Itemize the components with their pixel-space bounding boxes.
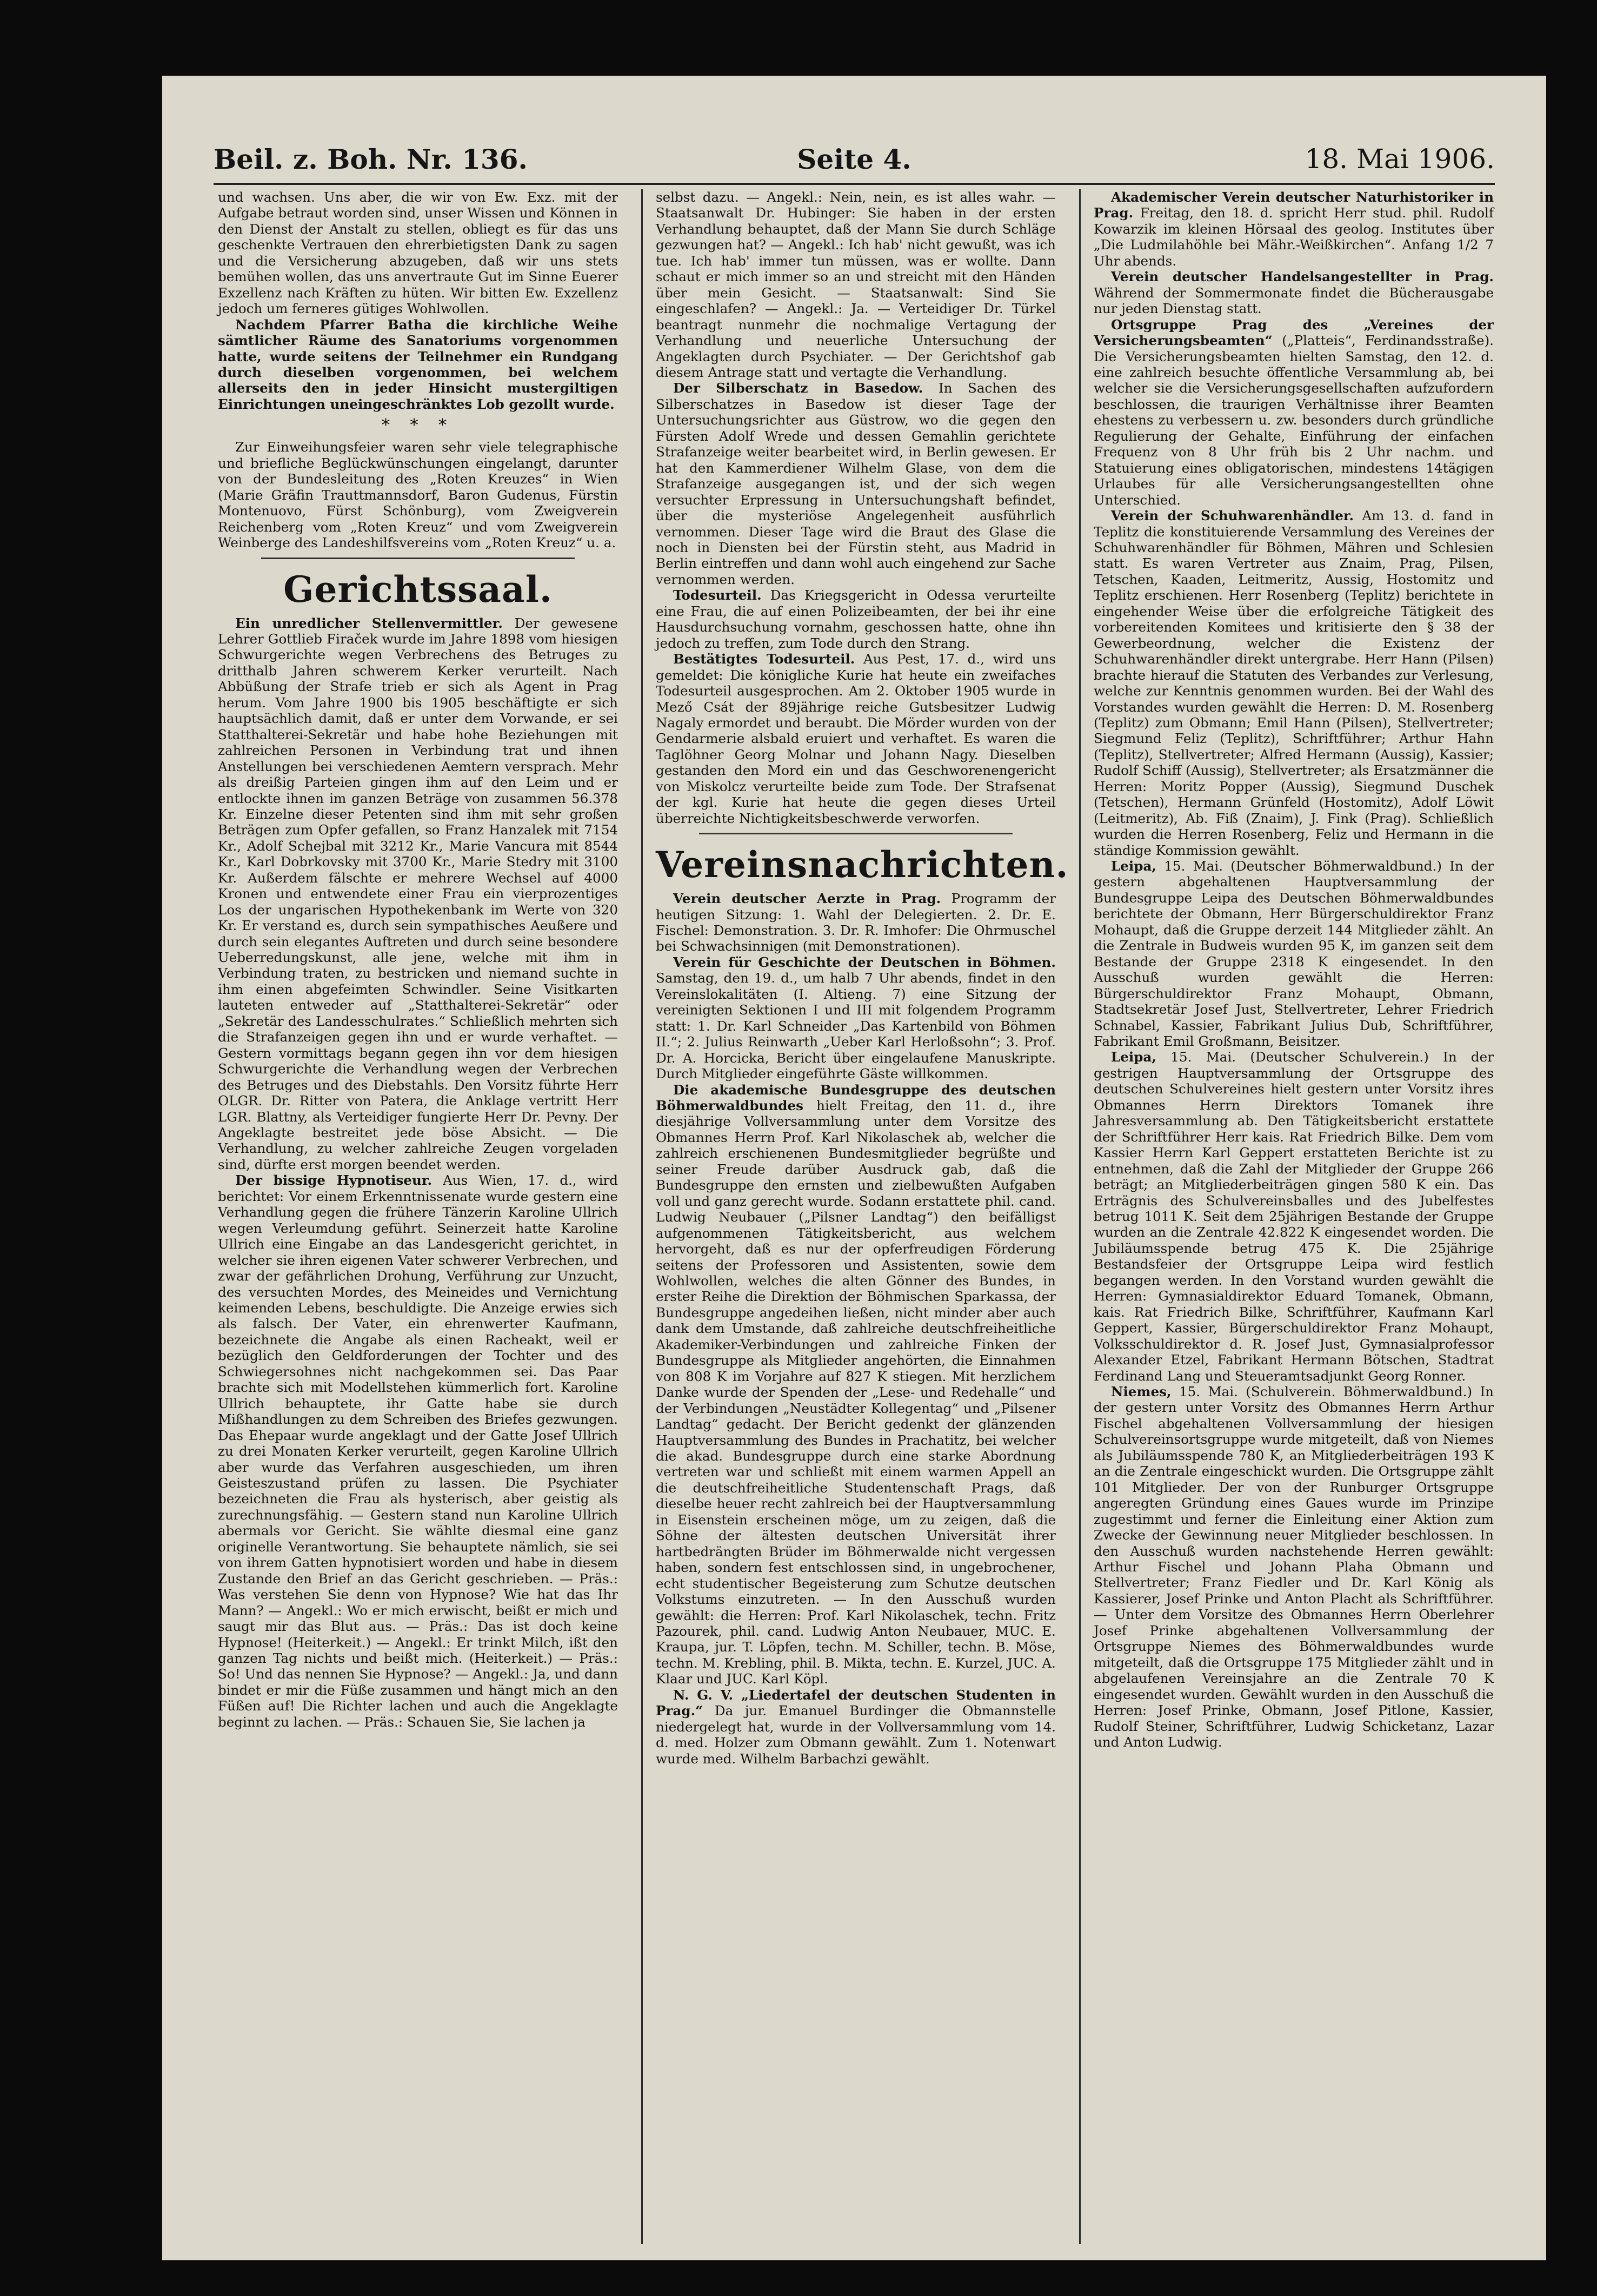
article-heading: Der Silberschatz in Basedow. bbox=[673, 380, 923, 396]
article-body: Aus Wien, 17. d., wird berichtet: Vor einem Erkenntnissenate wurde gestern eine Verhandlung gegen die frühere Tänzerin Karoline Ullrich wegen Verleumdung geführt. Seinerzeit hatte Karoline Ullrich eine Eingabe an das Landesgericht gerichtet, in welcher sie ihren eigenen Vater schwerer Verbrechen, und zwar der gefährlichen Drohung, Verführung zur Unzucht, des versuchten Mordes, des Meineides und Vernichtung keimenden Lebens, beschuldigte. Die Anzeige erwies sich als falsch. Der Vater, ein ehrenwerter Kaufmann, bezeichnete die Angabe als einen Racheakt, weil er bezüglich den Geldforderungen der Tochter und des Schwiegersohnes nicht nachgekommen sei. Das Paar brachte sich mit Modellstehen kümmerlich fort. Karoline Ullrich behauptete, ihr Gatte habe sie durch Mißhandlungen zu dem Schreiben des Briefes gezwungen. Das Ehepaar wurde angeklagt und der Gatte Josef Ullrich zu drei Monaten Kerker verurteilt, gegen Karoline Ullrich aber wurde das Verfahren ausgeschieden, um ihren Geisteszustand prüfen zu lassen. Die Psychiater bezeichneten die Frau als hysterisch, aber geistig als zurechnungsfähig. — Gestern stand nun Karoline Ullrich abermals vor Gericht. Sie wählte diesmal eine ganz originelle Verantwortung. Sie behauptete nämlich, sie sei von ihrem Gatten hypnotisiert worden und habe in diesem Zustande den Brief an das Gericht geschrieben. — Präs.: Was verstehen Sie denn von Hypnose? Wie hat das Ihr Mann? — Angekl.: Wo er mich erwischt, beißt er mich und saugt mir das Blut aus. — Präs.: Das ist doch keine Hypnose! (Heiterkeit.) — Angekl.: Er trinkt Milch, ißt den ganzen Tag nichts und beißt mich. (Heiterkeit.) — Präs.: So! Und das nennen Sie Hypnose? — Angekl.: Ja, und dann bindet er mir die Füße zusammen und hängt mich an den Füßen auf! Die Richter lachen und auch die Angeklagte beginnt zu lachen. — Präs.: Schauen Sie, Sie lachen ja bbox=[218, 1172, 618, 1730]
article-paragraph: selbst dazu. — Angekl.: Nein, nein, es ist alles wahr. — Staatsanwalt Dr. Hubinger: Sie haben in der ersten Verhandlung behauptet, daß der Mann Sie durch Schläge gezwungen hat? — Angekl.: Ich hab' nicht gewußt, was ich tue. Ich hab' immer tun müssen, was er wollte. Dann schaut er mich immer so an und streicht mit den Händen über mein Gesicht. — Staatsanwalt: Sind Sie eingeschlafen? — Angekl.: Ja. — Verteidiger Dr. Türkel beantragt nunmehr die nochmalige Vertagung der Verhandlung und neuerliche Untersuchung der Angeklagten durch Psychiater. — Der Gerichtshof gab diesem Antrage statt und vertagte die Verhandlung. bbox=[656, 189, 1056, 380]
article-heading: Ortsgruppe Prag des „Vereines der Versicherungsbeamten“ bbox=[1094, 316, 1494, 349]
article-heading: Akademischer Verein deutscher Naturhistoriker in Prag. bbox=[1094, 189, 1494, 221]
issue-label: Beil. z. Boh. Nr. 136. bbox=[214, 143, 528, 175]
newspaper-page bbox=[162, 76, 1546, 2260]
article-body: Da jur. Emanuel Burdinger die Obmannstelle niedergelegt hat, wurde in der Vollversammlung vom 14. d. med. Holzer zum Obmann gewählt. Zum 1. Notenwart wurde med. Wilhelm Barbachzi gewählt. bbox=[656, 1703, 1056, 1767]
issue-date: 18. Mai 1906. bbox=[1305, 143, 1495, 175]
article-heading: Ein unredlicher Stellenvermittler. bbox=[235, 615, 503, 631]
column-divider-2 bbox=[1079, 189, 1081, 2244]
separator-dots: * * * bbox=[381, 416, 455, 435]
article-heading: Leipa, bbox=[1110, 858, 1156, 874]
section-title-gerichtssaal: Gerichtssaal. bbox=[283, 568, 553, 611]
article-body: In Sachen des Silberschatzes in Basedow ist dieser Tage der Untersuchungsrichter aus Güstrow, wo die gegen den Fürsten Adolf Wrede und dessen Gemahlin gerichtete Strafanzeige weiter bearbeitet wird, in Berlin gewesen. Er hat den Kammerdiener Wilhelm Glase, von dem die Strafanzeige ausgegangen ist, und der sich wegen versuchter Erpressung in Untersuchungshaft befindet, über die mysteriöse Angelegenheit ausführlich vernommen. Dieser Tage wird die Braut des Glase die noch in Diensten bei der Fürstin steht, aus Madrid in Berlin eintreffen und dann wohl auch eingehend zur Sache vernommen werden. bbox=[656, 380, 1056, 587]
column-1 bbox=[218, 189, 618, 1730]
article-heading: Todesurteil. bbox=[673, 587, 762, 603]
article-heading: Die akademische Bundesgruppe des deutschen Böhmerwaldbundes bbox=[656, 1081, 1056, 1114]
article-body: Samstag, den 19. d., um halb 7 Uhr abends, findet in den Vereinslokalitäten (I. Altieng. 7) eine Sitzung der vereinigten Sektionen I und III mit folgendem Programm statt: 1. Dr. Karl Schneider „Das Kartenbild von Böhmen II.“; 2. Julius Reinwarth „Ueber Karl Herloßsohn“; 3. Prof. Dr. A. Horcicka, Bericht über eingelaufene Manuskripte. Durch Mitglieder eingeführte Gäste willkommen. bbox=[656, 970, 1056, 1082]
article-heading: N. G. V. „Liedertafel der deutschen Studenten in Prag.“ bbox=[656, 1687, 1056, 1719]
article-paragraph: Nachdem Pfarrer Batha die kirchliche Weihe sämtlicher Räume des Sanatoriums vorgenommen hatte, wurde seitens der Teilnehmer ein Rundgang durch dieselben vorgenommen, bei welchem allerseits den in jeder Hinsicht mustergiltigen Einrichtungen uneingeschränktes Lob gezollt wurde. bbox=[218, 316, 618, 412]
article-heading: Verein deutscher Handelsangestellter in Prag. bbox=[1110, 269, 1494, 285]
article-heading: Verein der Schuhwarenhändler. bbox=[1110, 508, 1354, 524]
column-3 bbox=[1094, 189, 1494, 1750]
header-rule bbox=[214, 183, 1495, 185]
page-number: Seite 4. bbox=[797, 143, 911, 175]
article-heading: Leipa, bbox=[1110, 1049, 1156, 1065]
article-body: Der gewesene Lehrer Gottlieb Firaček wurde im Jahre 1898 vom hiesigen Schwurgerichte wegen Verbrechens des Betruges zu dritthalb Jahren schwerem Kerker verurteilt. Nach Abbüßung der Strafe trieb er sich als Agent in Prag herum. Vom Jahre 1900 bis 1905 beschäftigte er sich hauptsächlich damit, daß er unter dem Vorwande, er sei Statthalterei-Sekretär und habe hohe Beziehungen mit zahlreichen Personen in Verbindung trat und ihnen Anstellungen bei verschiedenen Aemtern versprach. Mehr als dreißig Parteien gingen ihm auf den Leim und er entlockte ihnen im ganzen Beträge von zusammen 56.378 Kr. Einzelne dieser Petenten sind ihm mit sehr großen Beträgen zum Opfer gefallen, so Franz Hanzalek mit 7154 Kr., Adolf Schejbal mit 3212 Kr., Marie Vancura mit 8544 Kr., Karl Dobrkovsky mit 3700 Kr., Marie Stedry mit 3100 Kr. Außerdem fälschte er mehrere Wechsel auf 4000 Kronen und entwendete einer Frau ein vierprozentiges Los der ungarischen Hypothekenbank im Werte von 320 Kr. Er verstand es, durch sein sympathisches Aeußere und durch sein elegantes Auftreten und durch seine besondere Ueberredungskunst, alle jene, welche mit ihm in Verbindung traten, zu bestricken und niemand suchte in ihm einen abgefeimten Schwindler. Seine Visitkarten lauteten entweder auf „Statthalterei-Sekretär“ oder „Sekretär des Landesschulrates.“ Schließlich mehrten sich die Strafanzeigen gegen ihn und er wurde verhaftet. — Gestern vormittags begann gegen ihn vor dem hiesigen Schwurgerichte die Verhandlung wegen der Verbrechen des Betruges und des Diebstahls. Den Vorsitz führte Herr OLGR. Dr. Ritter von Patera, die Anklage vertritt Herr LGR. Blattny, als Verteidiger fungierte Herr Dr. Pevny. Der Angeklagte bestreitet jede böse Absicht. — Die Verhandlung, zu welcher zahlreiche Zeugen vorgeladen sind, dürfte erst morgen beendet werden. bbox=[218, 615, 618, 1172]
section-rule bbox=[261, 558, 575, 559]
article-body: Am 13. d. fand in Teplitz die konstituierende Versammlung des Vereines der Schuhwarenhändler für Böhmen, Mähren und Schlesien statt. Es waren Vertreter aus Znaim, Prag, Pilsen, Tetschen, Kaaden, Leitmeritz, Aussig, Hostomitz und Teplitz erschienen. Herr Rosenberg (Teplitz) berichtete in eingehender Weise über die erfolgreiche Tätigkeit des vorbereitenden Komitees und kritisierte den § 38 der Gewerbeordnung, welcher die Existenz der Schuhwarenhändler direkt untergrabe. Herr Hann (Pilsen) brachte hierauf die Statuten des Verbandes zur Verlesung, welche zur Kenntnis genommen wurden. Bei der Wahl des Vorstandes wurden gewählt die Herren: D. M. Rosenberg (Teplitz) zum Obmann; Emil Hann (Pilsen), Stellvertreter; Siegmund Feliz (Teplitz), Schriftführer; Arthur Hahn (Teplitz), Stellvertreter; Alfred Hermann (Aussig), Kassier; Rudolf Schiff (Aussig), Stellvertreter; als Ersatzmänner die Herren: Moritz Popper (Aussig), Siegmund Duschek (Tetschen), Hermann Grünfeld (Hostomitz), Adolf Löwit (Leitmeritz), Ab. Fiß (Znaim), J. Fink (Prag). Schließlich wurden die Herren Rosenberg, Feliz und Hermann in die ständige Kommission gewählt. bbox=[1094, 508, 1494, 858]
article-heading: Niemes, bbox=[1110, 1383, 1172, 1399]
article-body: Freitag, den 18. d. spricht Herr stud. phil. Rudolf Kowarzik im kleinen Hörsaal des geolog. Institutes über „Die Ludmilahöhle bei Mähr.-Weißkirchen“. Anfang 1/2 7 Uhr abends. bbox=[1094, 205, 1494, 269]
article-paragraph: und wachsen. Uns aber, die wir von Ew. Exz. mit der Aufgabe betraut worden sind, unser Wissen und Können in den Dienst der Anstalt zu stellen, obliegt es für das uns geschenkte Vertrauen den ehrerbietigsten Dank zu sagen und die Versicherung abzugeben, daß wir uns stets bemühen wollen, das uns anvertraute Gut im Sinne Euerer Exzellenz nach Kräften zu hüten. Wir bitten Ew. Exzellenz jedoch um ferneres gütiges Wohlwollen. bbox=[218, 189, 618, 317]
article-body: Während der Sommermonate findet die Bücherausgabe nur jeden Dienstag statt. bbox=[1094, 284, 1494, 317]
column-2 bbox=[656, 189, 1069, 1767]
section-title-vereinsnachrichten: Vereinsnachrichten. bbox=[656, 844, 1069, 886]
article-heading: Verein deutscher Aerzte in Prag. bbox=[673, 891, 941, 907]
article-body: Aus Pest, 17. d., wird uns gemeldet: Die königliche Kurie hat heute ein zweifaches Todesurteil ausgesprochen. Am 2. Oktober 1905 wurde in Mező Csát der 89jährige reiche Gutsbesitzer Ludwig Nagaly ermordet und beraubt. Die Mörder wurden von der Gendarmerie alsbald eruiert und verhaftet. Es waren die Taglöhner Georg Molnar und Johann Nagy. Dieselben gestanden den Mord ein und das Geschworenengericht von Miskolcz verurteilte beide zum Tode. Der Strafsenat der kgl. Kurie hat heute die gegen dieses Urteil überreichte Nichtigkeitsbeschwerde verworfen. bbox=[656, 651, 1056, 826]
article-heading: Verein für Geschichte der Deutschen in Böhmen. bbox=[673, 954, 1056, 970]
section-rule bbox=[699, 833, 1013, 834]
article-body: 15. Mai. (Deutscher Schulverein.) In der gestrigen Hauptversammlung der Ortsgruppe des deutschen Schulvereines hielt gestern unter Vorsitz ihres Obmannes Herrn Direktors Tomanek ihre Jahresversammlung ab. Den Tätigkeitsbericht erstattete der Schriftführer Herr kais. Rat Friedrich Bilke. Dem vom Kassier Herrn Karl Geppert erstatteten Berichte ist zu entnehmen, daß die Zahl der Mitglieder der Gruppe 266 beträgt; an Mitgliederbeiträgen gingen 580 K ein. Das Erträgnis des Schulvereinsballes und des Jubelfestes betrug 1011 K. Seit dem 25jährigen Bestande der Gruppe wurden an die Zentrale 42.822 K eingesendet worden. Die Jubiläumsspende betrug 475 K. Die 25jährige Bestandsfeier der Ortsgruppe Leipa wird festlich begangen werden. In den Vorstand wurden gewählt die Herren: Gymnasialdirektor Eduard Tomanek, Obmann, kais. Rat Friedrich Bilke, Schriftführer, Kaufmann Karl Geppert, Kassier, Bürgerschuldirektor Franz Mohaupt, Volksschuldirektor d. R. Josef Just, Gymnasialprofessor Alexander Etzel, Fabrikant Hermann Bötschen, Stadtrat Ferdinand Lang und Steueramtsadjunkt Georg Ronner. bbox=[1094, 1049, 1494, 1384]
column-divider-1 bbox=[641, 189, 643, 2244]
article-heading: Der bissige Hypnotiseur. bbox=[235, 1172, 432, 1189]
article-body: („Platteis“, Ferdinandsstraße). Die Versicherungsbeamten hielten Samstag, den 12. d. eine zahlreich besuchte öffentliche Versammlung ab, bei welcher sie die Versicherungsgesellschaften aufzufordern beschlossen, die traurigen Verhältnisse ihrer Beamten ehestens zu verbessern u. zw. besonders durch gründliche Regulierung der Gehalte, Einführung der einfachen Frequenz von 8 Uhr früh bis 2 Uhr nachm. und Statuierung eines obligatorischen, mindestens 14tägigen Urlaubes für alle Versicherungsangestellten ohne Unterschied. bbox=[1094, 333, 1494, 508]
article-body: 15. Mai. (Deutscher Böhmerwaldbund.) In der gestern abgehaltenen Hauptversammlung der Bundesgruppe Leipa des Deutschen Böhmerwaldbundes berichtete der Obmann, Herr Bürgerschuldirektor Franz Mohaupt, daß die Gruppe derzeit 144 Mitglieder zählt. An die Zentrale in Budweis wurden 95 K, im ganzen seit dem Bestande der Gruppe 2318 K eingesendet. In den Ausschuß wurden gewählt die Herren: Bürgerschuldirektor Franz Mohaupt, Obmann, Stadtsekretär Josef Just, Stellvertreter, Lehrer Friedrich Schnabel, Kassier, Fabrikant Julius Dub, Schriftführer, Fabrikant Emil Großmann, Beisitzer. bbox=[1094, 858, 1494, 1050]
article-body: Das Kriegsgericht in Odessa verurteilte eine Frau, die auf einen Polizeibeamten, der bei ihr eine Hausdurchsuchung vornahm, geschossen hatte, ohne ihn jedoch zu treffen, zum Tode durch den Strang. bbox=[656, 587, 1056, 651]
article-body: hielt Freitag, den 11. d., ihre diesjährige Vollversammlung unter dem Vorsitze des Obmannes Herrn Prof. Karl Nikolaschek ab, welcher die zahlreich erschienenen Bundesmitglieder begrüßte und seiner Freude darüber Ausdruck gab, daß die Bundesgruppe den ernsten und zielbewußten Aufgaben voll und ganz gerecht wurde. Sodann erstattete phil. cand. Ludwig Neubauer („Pilsner Landtag“) den beifälligst aufgenommenen Tätigkeitsbericht, aus welchem hervorgeht, daß es nur der opferfreudigen Förderung seitens der Professoren und Assistenten, sowie dem Wohlwollen, welches die alten Gönner des Bundes, in erster Reihe die Direktion der Böhmischen Sparkassa, der Bundesgruppe angedeihen ließen, nicht minder aber auch dank dem Umstande, daß zahlreiche deutschfreiheitliche Akademiker-Verbindungen und zahlreiche Finken der Bundesgruppe als Mitglieder angehörten, die Einnahmen von 808 K im Vorjahre auf 827 K stiegen. Mit herzlichem Danke wurde der Spenden der „Lese- und Redehalle“ und der Verbindungen „Neustädter Kollegentag“ und „Pilsener Landtag“ gedacht. Der Bericht gedenkt der glänzenden Hauptversammlung des Bundes in Prachatitz, bei welcher die akad. Bundesgruppe durch eine starke Abordnung vertreten war und schließt mit einem warmen Appell an die deutschfreiheitliche Studentenschaft Prags, daß dieselbe heuer recht zahlreich bei der Hauptversammlung in Eisenstein erscheinen möge, um zu zeigen, daß die Söhne der ältesten deutschen Universität ihrer hartbedrängten Brüder im Böhmerwalde nicht vergessen haben, sondern fest entschlossen sind, in ungebrochener, echt studentischer Begeisterung zum Schutze deutschen Volkstums einzutreten. — In den Ausschuß wurden gewählt: die Herren: Prof. Karl Nikolaschek, techn. Fritz Pazourek, phil. cand. Ludwig Anton Neubauer, MUC. E. Kraupa, jur. T. Löpfen, techn. M. Schiller, techn. B. Möse, techn. M. Krebling, phil. B. Mikta, techn. E. Kurzel, JUC. A. Klaar und JUC. Karl Köpl. bbox=[656, 1098, 1056, 1687]
page-header bbox=[214, 143, 1495, 181]
article-heading: Bestätigtes Todesurteil. bbox=[673, 651, 855, 667]
article-body: Programm der heutigen Sitzung: 1. Wahl der Delegierten. 2. Dr. E. Fischel: Demonstration. 3. Dr. R. Imhofer: Die Ohrmuschel bei Schwachsinnigen (mit Demonstrationen). bbox=[656, 891, 1056, 954]
article-paragraph: Zur Einweihungsfeier waren sehr viele telegraphische und briefliche Beglückwünschungen eingelangt, darunter von der Bundesleitung des „Roten Kreuzes“ in Wien (Marie Gräfin Trauttmannsdorf, Baron Gudenus, Fürstin Montenuovo, Fürst Schönburg), vom Zweigverein Reichenberg vom „Roten Kreuz“ und vom Zweigverein Weinberge des Landeshilfsvereins vom „Roten Kreuz“ u. a. bbox=[218, 439, 618, 551]
article-body: 15. Mai. (Schulverein. Böhmerwaldbund.) In der gestern unter Vorsitz des Obmannes Herrn Arthur Fischel abgehaltenen Vollversammlung der hiesigen Schulvereinsortsgruppe wurde mitgeteilt, daß von Niemes als Jubiläumsspende 780 K, an Mitgliederbeiträgen 193 K an die Zentrale eingeschickt wurden. Die Ortsgruppe zählt 101 Mitglieder. Der von der Runburger Ortsgruppe angeregten Gründung eines Gaues wurde im Prinzipe zugestimmt und ferner die Einleitung einer Aktion zum Zwecke der Gewinnung neuer Mitglieder beschlossen. In den Ausschuß wurden nachstehende Herren gewählt: Arthur Fischel und Johann Plaha Obmann und Stellvertreter; Franz Fiedler und Dr. Karl König als Kassierer, Josef Prinke und Anton Placht als Schriftführer. — Unter dem Vorsitze des Obmannes Herrn Oberlehrer Josef Prinke abgehaltenen Vollversammlung der Ortsgruppe Niemes des Böhmerwaldbundes wurde mitgeteilt, daß die Ortsgruppe 175 Mitglieder zählt und in abgelaufenen Vereinsjahre an die Zentrale 70 K eingesendet wurden. Gewählt wurden in den Ausschuß die Herren: Josef Prinke, Obmann, Josef Pitlone, Kassier, Rudolf Steiner, Schriftführer, Ludwig Schicketanz, Lazar und Anton Ludwig. bbox=[1094, 1383, 1494, 1750]
